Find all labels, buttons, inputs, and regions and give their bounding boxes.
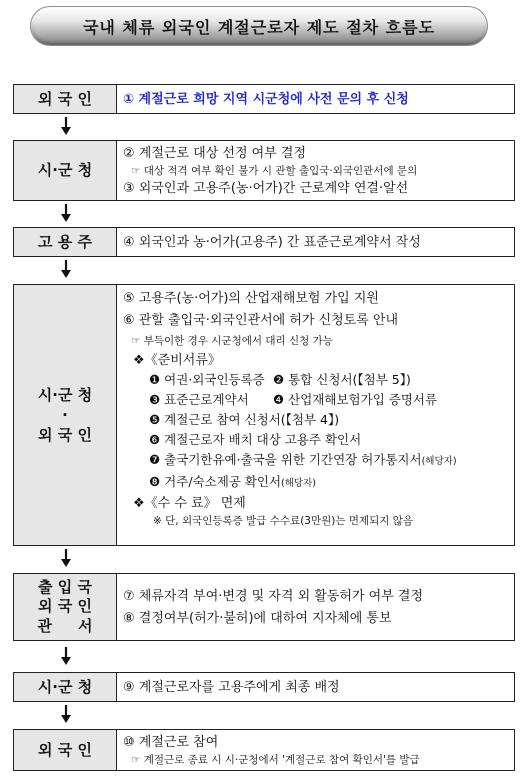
fee-note: ※ 단, 외국인등록증 발급 수수료(3만원)는 면제되지 않음 — [153, 515, 414, 527]
document-item-1: ❶ 여권·외국인등록증 — [149, 372, 265, 387]
row-label: 외 국 인 — [14, 85, 117, 113]
document-item-8-text: ❽ 거주/숙소제공 확인서 — [149, 474, 282, 489]
document-item-4: ❹ 산업재해보험가입 증명서류 — [273, 392, 438, 407]
step-1-text: ① 계절근로 희망 지역 시군청에 사전 문의 후 신청 — [123, 92, 409, 107]
step-2-note: ☞ 대상 적격 여부 확인 불가 시 관할 출입국·외국인관서에 문의 — [131, 165, 418, 177]
row-content — [117, 228, 514, 256]
required-documents-heading: ❖《준비서류》 — [133, 353, 221, 368]
row-label-line: 출 입 국 — [38, 577, 92, 596]
step-7-text: ⑦ 체류자격 부여·변경 및 자격 외 활동허가 여부 결정 — [123, 588, 424, 604]
title-banner — [30, 6, 488, 46]
document-item-3: ❸ 표준근로계약서 — [149, 392, 249, 407]
row-label: 고 용 주 — [14, 228, 117, 256]
document-item-6: ❻ 계절근로자 배치 대상 고용주 확인서 — [149, 432, 362, 447]
step-row-immigration-office — [13, 573, 515, 641]
step-5-text: ⑤ 고용주(농·어가)의 산업재해보험 가입 지원 — [123, 291, 379, 306]
step-3-text: ③ 외국인과 고용주(농·어가)간 근로계약 연결·알선 — [123, 181, 409, 196]
document-item-8 — [123, 472, 506, 494]
document-item-2: ❷ 통합 신청서(【첨부 5】) — [273, 372, 411, 387]
step-10-note: ☞ 계절근로 종료 시 시·군청에서 '계절근로 참여 확인서'를 발급 — [131, 754, 420, 766]
row-label: 시·군 청 — [14, 673, 117, 701]
step-4-text: ④ 외국인과 농·어가(고용주) 간 표준근로계약서 작성 — [123, 235, 421, 250]
document-item-8-qualifier: (해당자) — [281, 478, 316, 489]
row-content — [117, 673, 514, 701]
step-10-text: ⑩ 계절근로 참여 — [123, 735, 219, 750]
step-6-text: ⑥ 관할 출입국·외국인관서에 허가 신청토록 안내 — [123, 313, 399, 328]
document-item-7 — [123, 450, 506, 472]
row-label-line: 시·군 청 — [37, 385, 93, 404]
down-arrow-icon — [60, 646, 72, 666]
step-9-text: ⑨ 계절근로자를 고용주에게 최종 배정 — [123, 680, 340, 695]
row-content — [117, 730, 514, 770]
row-content — [117, 285, 514, 545]
step-row-foreigner-apply — [13, 84, 515, 114]
down-arrow-icon — [60, 548, 72, 568]
row-label: 시·군 청 — [14, 141, 117, 200]
document-item-7-text: ❼ 출국기한유예·출국을 위한 기간연장 허가통지서 — [149, 452, 422, 467]
document-item-5: ❺ 계절근로 참여 신청서(【첨부 4】) — [149, 412, 340, 427]
step-row-foreigner-participate — [13, 729, 515, 771]
step-row-city-select — [13, 140, 515, 201]
step-6-note: ☞ 부득이한 경우 시군청에서 대리 신청 가능 — [131, 335, 333, 347]
down-arrow-icon — [60, 203, 72, 223]
document-item-7-qualifier: (해당자) — [421, 456, 457, 467]
step-8-text: ⑧ 결정여부(허가·불허)에 대하여 지자체에 통보 — [123, 610, 392, 626]
row-label-line: 외 국 인 — [38, 597, 92, 616]
row-content — [117, 574, 514, 640]
step-2-text: ② 계절근로 대상 선정 여부 결정 — [123, 146, 307, 161]
row-label-line: · — [62, 405, 68, 424]
down-arrow-icon — [60, 259, 72, 279]
page-title: 국내 체류 외국인 계절근로자 제도 절차 흐름도 — [82, 17, 436, 37]
step-row-city-foreigner-documents — [13, 284, 515, 546]
row-label: 외 국 인 — [14, 730, 117, 770]
row-label-line: 외 국 인 — [38, 426, 92, 445]
step-row-employer-contract — [13, 227, 515, 257]
row-label-line: 관 서 — [37, 616, 93, 635]
down-arrow-icon — [60, 116, 72, 136]
row-content — [117, 141, 514, 200]
down-arrow-icon — [60, 704, 72, 724]
row-label — [14, 285, 117, 545]
row-label — [14, 574, 117, 640]
step-row-city-assign — [13, 672, 515, 702]
fee-heading: ❖《수 수 료》 면제 — [133, 496, 246, 511]
row-content — [117, 85, 514, 113]
